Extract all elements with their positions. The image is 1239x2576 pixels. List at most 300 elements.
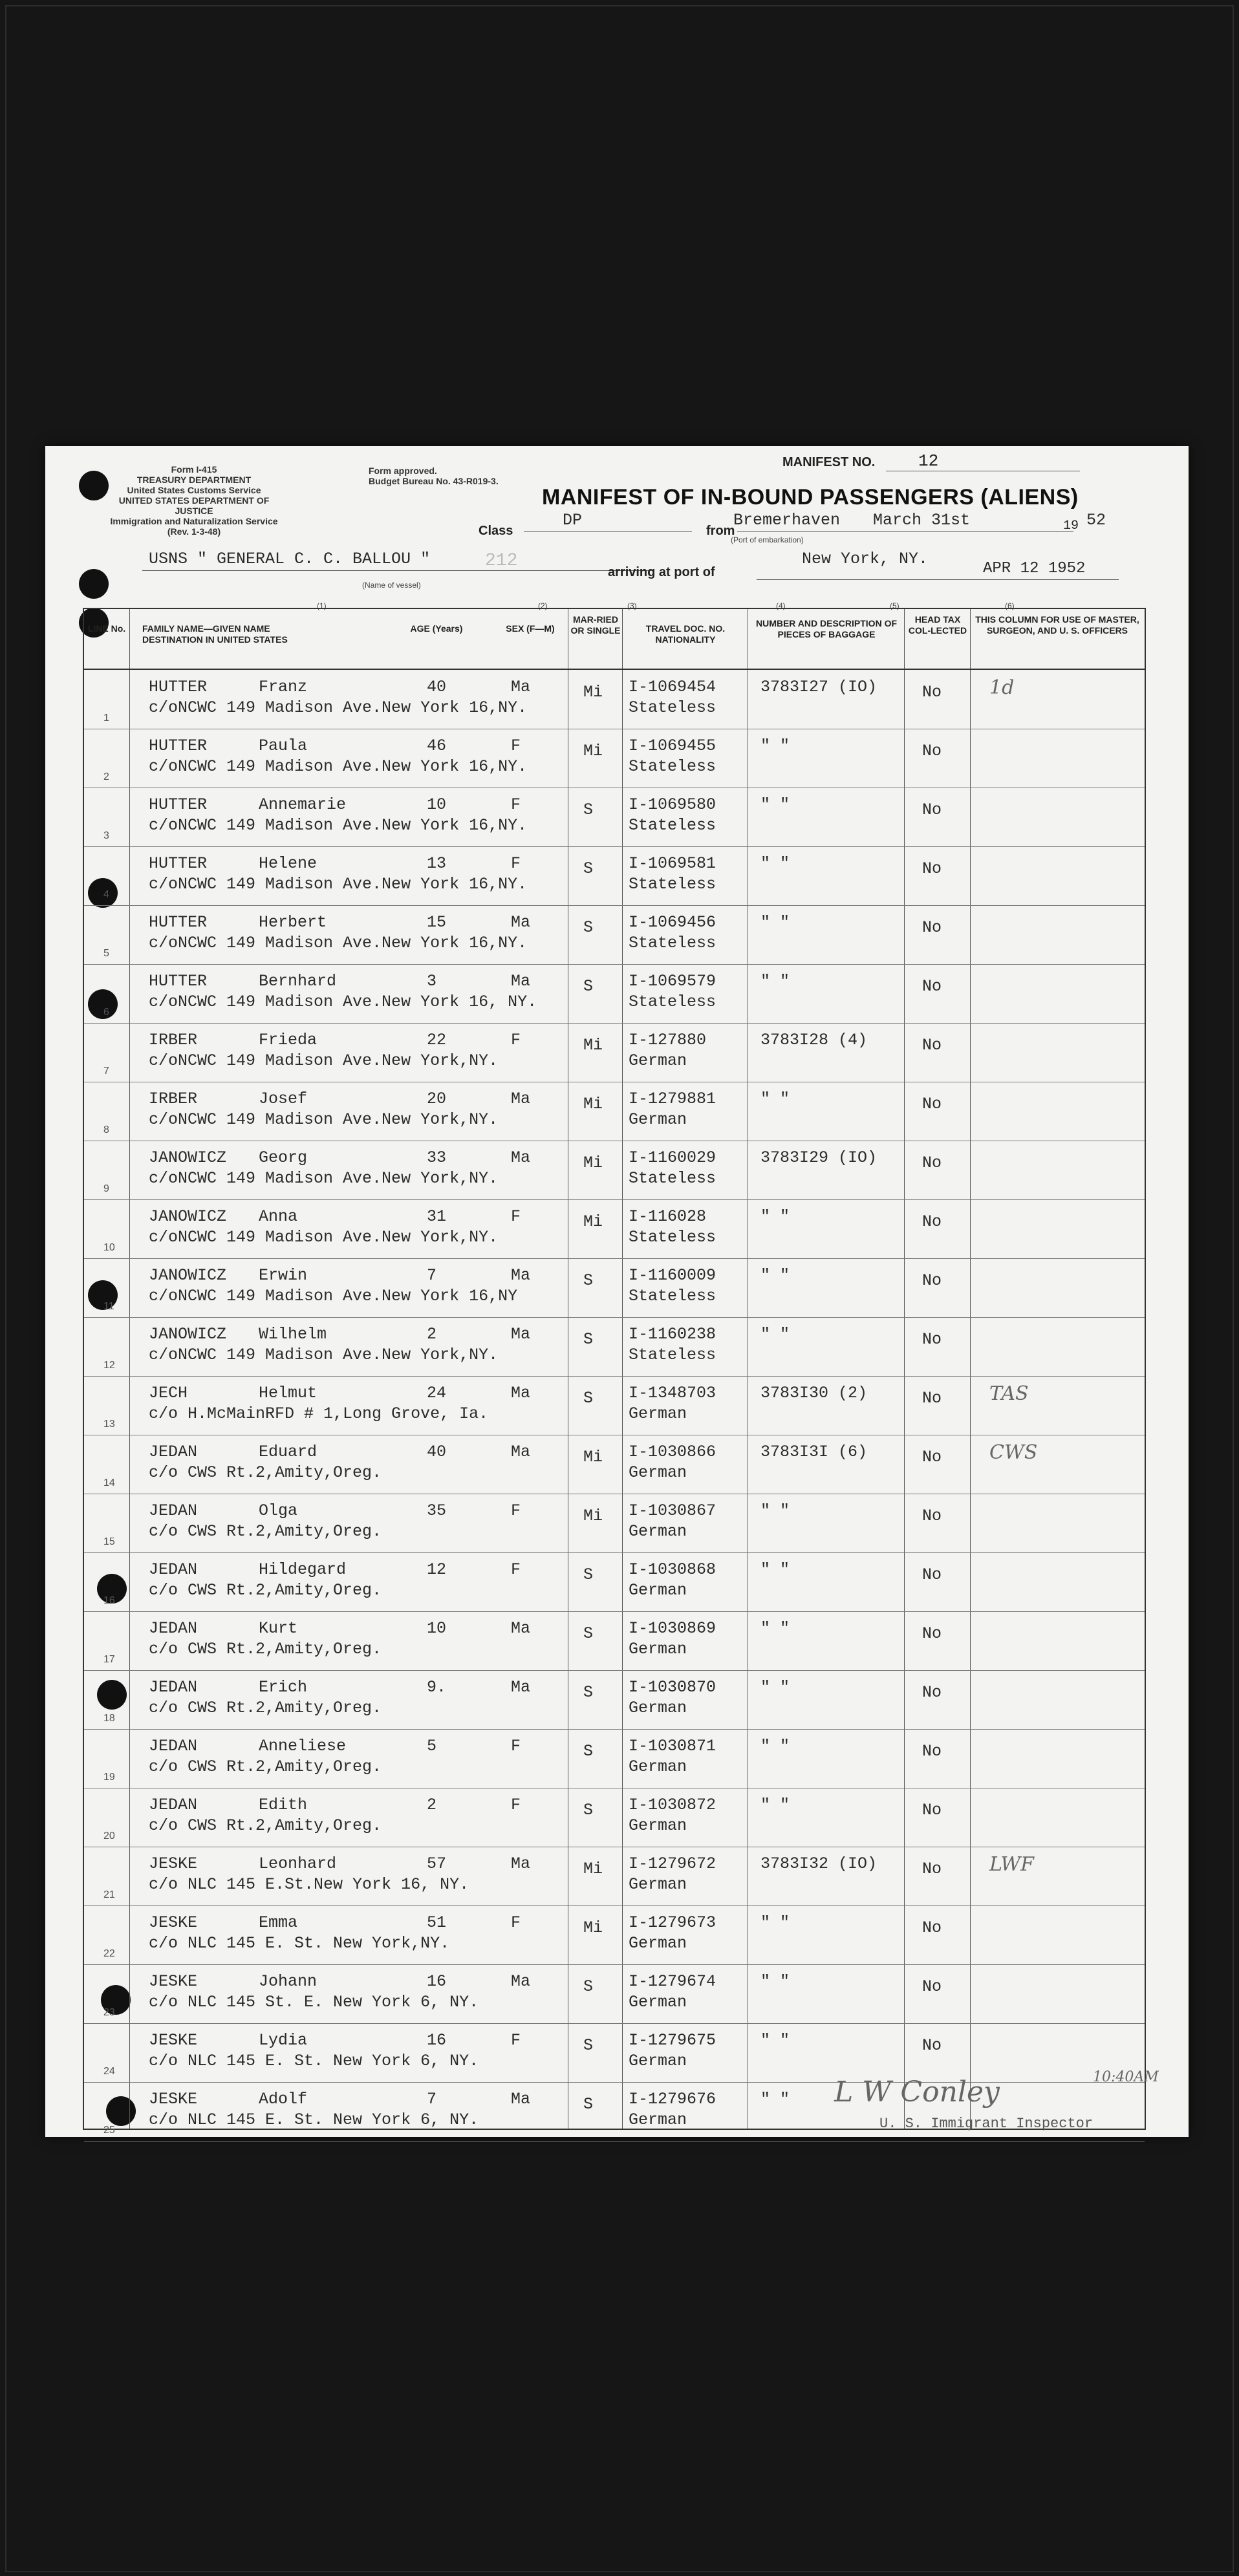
table-row xyxy=(84,905,1145,965)
form-number: Form I-415 xyxy=(171,464,217,475)
punch-hole xyxy=(79,569,109,599)
age: 3 xyxy=(427,972,437,991)
baggage: " " xyxy=(760,1737,790,1755)
given-name: Olga xyxy=(259,1501,298,1520)
head-tax: No xyxy=(922,1977,942,1996)
family-name: JESKE xyxy=(149,2090,198,2109)
nationality: Stateless xyxy=(629,1287,716,1305)
sex: F xyxy=(511,736,521,755)
baggage: " " xyxy=(760,1678,790,1697)
table-row xyxy=(84,1317,1145,1377)
travel-doc-no: I-1030872 xyxy=(629,1796,716,1814)
col-baggage: NUMBER AND DESCRIPTION OF PIECES OF BAGGAGE xyxy=(755,618,898,639)
officer-note: TAS xyxy=(989,1382,1029,1405)
family-name: JESKE xyxy=(149,2031,198,2050)
head-tax: No xyxy=(922,800,942,819)
given-name: Anna xyxy=(259,1207,298,1226)
col-travel: TRAVEL DOC. NO. NATIONALITY xyxy=(645,623,726,645)
passenger-table xyxy=(83,608,1146,2136)
travel-doc-no: I-1069579 xyxy=(629,972,716,991)
sex: Ma xyxy=(511,1972,531,1991)
table-row xyxy=(84,1199,1145,1259)
head-tax: No xyxy=(922,1271,942,1290)
given-name: Leonhard xyxy=(259,1854,337,1873)
sex: F xyxy=(511,1501,521,1520)
given-name: Helene xyxy=(259,854,318,873)
baggage: " " xyxy=(760,2031,790,2050)
baggage: " " xyxy=(760,1325,790,1344)
nationality: German xyxy=(629,1757,687,1776)
col-sex: SEX (F—M) xyxy=(506,623,555,634)
class-value: DP xyxy=(563,511,583,530)
baggage: " " xyxy=(760,913,790,932)
marital-status: S xyxy=(583,977,594,996)
given-name: Adolf xyxy=(259,2090,308,2109)
family-name: IRBER xyxy=(149,1031,198,1049)
family-name: JESKE xyxy=(149,1972,198,1991)
given-name: Wilhelm xyxy=(259,1325,327,1344)
family-name: JEDAN xyxy=(149,1560,198,1579)
family-name: HUTTER xyxy=(149,736,208,755)
travel-doc-no: I-1279676 xyxy=(629,2090,716,2109)
marital-status: Mi xyxy=(583,1860,603,1878)
sex: F xyxy=(511,2031,521,2050)
head-tax: No xyxy=(922,1801,942,1819)
nationality: German xyxy=(629,1522,687,1541)
family-name: JEDAN xyxy=(149,1796,198,1814)
family-name: HUTTER xyxy=(149,678,208,696)
nationality: Stateless xyxy=(629,875,716,894)
table-row xyxy=(84,1023,1145,1082)
marital-status: Mi xyxy=(583,1507,603,1525)
col-headtax: HEAD TAX COL-LECTED xyxy=(908,614,967,636)
nationality: Stateless xyxy=(629,816,716,835)
age: 40 xyxy=(427,678,447,696)
travel-doc-no: I-1069580 xyxy=(629,795,716,814)
family-name: HUTTER xyxy=(149,913,208,932)
travel-doc-no: I-1069456 xyxy=(629,913,716,932)
nationality: Stateless xyxy=(629,934,716,952)
given-name: Emma xyxy=(259,1913,298,1932)
line-number: 10 xyxy=(103,1242,115,1253)
age: 5 xyxy=(427,1737,437,1755)
marital-status: S xyxy=(583,1624,594,1643)
head-tax: No xyxy=(922,1742,942,1761)
line-number: 13 xyxy=(103,1419,115,1430)
marital-status: S xyxy=(583,859,594,878)
port-of-embarkation: Bremerhaven xyxy=(733,511,841,530)
line-number: 9 xyxy=(103,1183,109,1194)
given-name: Lydia xyxy=(259,2031,308,2050)
arrival-stamp: APR 12 1952 xyxy=(983,560,1086,577)
head-tax: No xyxy=(922,1624,942,1643)
embarkation-date: March 31st xyxy=(873,511,971,530)
sex: F xyxy=(511,1207,521,1226)
marital-status: Mi xyxy=(583,1095,603,1113)
age: 22 xyxy=(427,1031,447,1049)
marital-status: Mi xyxy=(583,1212,603,1231)
baggage: " " xyxy=(760,1266,790,1285)
table-row xyxy=(84,1435,1145,1494)
destination: c/oNCWC 149 Madison Ave.New York 16,NY. xyxy=(149,875,528,894)
baggage: " " xyxy=(760,736,790,755)
baggage: " " xyxy=(760,2090,790,2109)
destination: c/o NLC 145 E. St. New York 6, NY. xyxy=(149,2110,479,2129)
inspector-title: U. S. Immigrant Inspector xyxy=(879,2116,1094,2132)
sex: Ma xyxy=(511,1854,531,1873)
table-row xyxy=(84,670,1145,729)
destination: c/o NLC 145 E. St. New York 6, NY. xyxy=(149,2052,479,2070)
age: 2 xyxy=(427,1796,437,1814)
destination: c/oNCWC 149 Madison Ave.New York 16,NY. xyxy=(149,698,528,717)
baggage: " " xyxy=(760,1972,790,1991)
baggage: " " xyxy=(760,1501,790,1520)
baggage: " " xyxy=(760,1619,790,1638)
col-line: LINE No. xyxy=(87,623,126,634)
nationality: German xyxy=(629,1816,687,1835)
given-name: Paula xyxy=(259,736,308,755)
nationality: German xyxy=(629,1110,687,1129)
line-number: 7 xyxy=(103,1066,109,1077)
sex: Ma xyxy=(511,1384,531,1402)
given-name: Erwin xyxy=(259,1266,308,1285)
given-name: Herbert xyxy=(259,913,327,932)
head-tax: No xyxy=(922,742,942,760)
col-num-4: (4) xyxy=(776,601,786,610)
sex: Ma xyxy=(511,1443,531,1461)
table-row xyxy=(84,1494,1145,1553)
family-name: JEDAN xyxy=(149,1678,198,1697)
destination: c/oNCWC 149 Madison Ave.New York 16,NY xyxy=(149,1287,518,1305)
baggage: 3783I27 (IO) xyxy=(760,678,878,696)
age: 9. xyxy=(427,1678,447,1697)
head-tax: No xyxy=(922,918,942,937)
given-name: Annemarie xyxy=(259,795,347,814)
table-row xyxy=(84,1141,1145,1200)
table-row xyxy=(84,846,1145,906)
line-number: 16 xyxy=(103,1595,115,1606)
marital-status: S xyxy=(583,1330,594,1349)
given-name: Kurt xyxy=(259,1619,298,1638)
col-married: MAR-RIED OR SINGLE xyxy=(570,614,621,636)
sex: F xyxy=(511,795,521,814)
sex: Ma xyxy=(511,678,531,696)
destination: c/oNCWC 149 Madison Ave.New York,NY. xyxy=(149,1051,499,1070)
col-num-1: (1) xyxy=(317,601,327,610)
officer-note: LWF xyxy=(989,1853,1034,1876)
travel-doc-no: I-116028 xyxy=(629,1207,707,1226)
baggage: 3783I30 (2) xyxy=(760,1384,868,1402)
line-number: 15 xyxy=(103,1536,115,1547)
sex: F xyxy=(511,1796,521,1814)
nationality: German xyxy=(629,1051,687,1070)
budget-block xyxy=(369,466,499,486)
table-row xyxy=(84,1847,1145,1906)
family-name: IRBER xyxy=(149,1089,198,1108)
age: 2 xyxy=(427,1325,437,1344)
line-number: 25 xyxy=(103,2125,115,2136)
given-name: Frieda xyxy=(259,1031,318,1049)
punch-hole-top xyxy=(79,471,109,500)
destination: c/o CWS Rt.2,Amity,Oreg. xyxy=(149,1816,382,1835)
vessel-underline xyxy=(142,570,653,571)
family-name: HUTTER xyxy=(149,972,208,991)
table-row xyxy=(84,1788,1145,1847)
manifest-no-label: MANIFEST NO. xyxy=(782,455,876,469)
given-name: Josef xyxy=(259,1089,308,1108)
marital-status: Mi xyxy=(583,742,603,760)
destination: c/oNCWC 149 Madison Ave.New York 16,NY. xyxy=(149,816,528,835)
table-row xyxy=(84,1729,1145,1788)
sex: F xyxy=(511,1913,521,1932)
arriving-label: arriving at port of xyxy=(608,565,715,579)
destination: c/o H.McMainRFD # 1,Long Grove, Ia. xyxy=(149,1404,489,1423)
travel-doc-no: I-1030869 xyxy=(629,1619,716,1638)
treasury-dept: TREASURY DEPARTMENT xyxy=(136,475,252,485)
destination: c/o CWS Rt.2,Amity,Oreg. xyxy=(149,1757,382,1776)
travel-doc-no: I-1279673 xyxy=(629,1913,716,1932)
age: 31 xyxy=(427,1207,447,1226)
justice-dept: UNITED STATES DEPARTMENT OF JUSTICE xyxy=(118,495,270,516)
destination: c/oNCWC 149 Madison Ave.New York 16, NY. xyxy=(149,993,537,1011)
arrival-underline xyxy=(757,579,1119,580)
ins-service: Immigration and Naturalization Service xyxy=(110,516,278,526)
destination: c/oNCWC 149 Madison Ave.New York,NY. xyxy=(149,1346,499,1364)
marital-status: S xyxy=(583,1977,594,1996)
head-tax: No xyxy=(922,1212,942,1231)
nationality: German xyxy=(629,1875,687,1894)
col-num-2: (2) xyxy=(538,601,548,610)
officer-note: CWS xyxy=(989,1441,1038,1464)
table-row xyxy=(84,1964,1145,2024)
year: 52 xyxy=(1086,511,1106,530)
line-number: 11 xyxy=(103,1301,114,1312)
destination: c/o NLC 145 E. St. New York,NY. xyxy=(149,1934,450,1953)
given-name: Johann xyxy=(259,1972,318,1991)
age: 7 xyxy=(427,2090,437,2109)
year-prefix: 19 xyxy=(1063,519,1079,533)
nationality: German xyxy=(629,1640,687,1658)
head-tax: No xyxy=(922,1860,942,1878)
baggage: 3783I29 (IO) xyxy=(760,1148,878,1167)
nationality: German xyxy=(629,1404,687,1423)
destination: c/oNCWC 149 Madison Ave.New York,NY. xyxy=(149,1169,499,1188)
age: 7 xyxy=(427,1266,437,1285)
baggage: 3783I32 (IO) xyxy=(760,1854,878,1873)
age: 15 xyxy=(427,913,447,932)
line-number: 6 xyxy=(103,1007,109,1018)
travel-doc-no: I-1279675 xyxy=(629,2031,716,2050)
line-number: 3 xyxy=(103,830,109,841)
nationality: German xyxy=(629,1993,687,2012)
given-name: Helmut xyxy=(259,1384,318,1402)
table-row xyxy=(84,964,1145,1024)
age: 20 xyxy=(427,1089,447,1108)
table-row xyxy=(84,1552,1145,1612)
baggage: " " xyxy=(760,1089,790,1108)
head-tax: No xyxy=(922,859,942,878)
nationality: German xyxy=(629,1581,687,1600)
age: 10 xyxy=(427,795,447,814)
line-number: 14 xyxy=(103,1477,115,1488)
age: 33 xyxy=(427,1148,447,1167)
line-number: 21 xyxy=(103,1889,115,1900)
destination: c/o CWS Rt.2,Amity,Oreg. xyxy=(149,1640,382,1658)
family-name: JANOWICZ xyxy=(149,1207,227,1226)
col-num-3: (3) xyxy=(627,601,637,610)
manifest-page xyxy=(45,446,1189,2137)
head-tax: No xyxy=(922,1095,942,1113)
given-name: Edith xyxy=(259,1796,308,1814)
budget-bureau: Budget Bureau No. 43-R019-3. xyxy=(369,476,499,486)
marital-status: S xyxy=(583,1271,594,1290)
nationality: Stateless xyxy=(629,1346,716,1364)
family-name: JESKE xyxy=(149,1913,198,1932)
baggage: " " xyxy=(760,1207,790,1226)
line-number: 23 xyxy=(103,2007,115,2018)
line-number: 4 xyxy=(103,889,109,900)
nationality: German xyxy=(629,1699,687,1717)
age: 46 xyxy=(427,736,447,755)
baggage: " " xyxy=(760,854,790,873)
destination: c/oNCWC 149 Madison Ave.New York 16,NY. xyxy=(149,934,528,952)
col-age: AGE (Years) xyxy=(410,623,463,634)
sex: Ma xyxy=(511,2090,531,2109)
vessel-caption: (Name of vessel) xyxy=(362,581,421,590)
marital-status: S xyxy=(583,1389,594,1408)
line-number: 12 xyxy=(103,1360,115,1371)
head-tax: No xyxy=(922,1330,942,1349)
marital-status: S xyxy=(583,1801,594,1819)
travel-doc-no: I-1030870 xyxy=(629,1678,716,1697)
head-tax: No xyxy=(922,1448,942,1466)
col-name: FAMILY NAME—GIVEN NAME DESTINATION IN UNITED STATES xyxy=(142,623,288,645)
nationality: Stateless xyxy=(629,1228,716,1247)
form-title: MANIFEST OF IN-BOUND PASSENGERS (ALIENS) xyxy=(542,485,1079,510)
nationality: Stateless xyxy=(629,698,716,717)
baggage: " " xyxy=(760,795,790,814)
line-number: 24 xyxy=(103,2066,115,2077)
line-number: 22 xyxy=(103,1948,115,1959)
baggage: " " xyxy=(760,972,790,991)
given-name: Georg xyxy=(259,1148,308,1167)
line-number: 18 xyxy=(103,1713,115,1724)
marital-status: Mi xyxy=(583,1918,603,1937)
marital-status: Mi xyxy=(583,1036,603,1055)
sex: F xyxy=(511,1560,521,1579)
given-name: Anneliese xyxy=(259,1737,347,1755)
marital-status: S xyxy=(583,1683,594,1702)
sex: Ma xyxy=(511,972,531,991)
head-tax: No xyxy=(922,1389,942,1408)
marital-status: S xyxy=(583,1742,594,1761)
travel-doc-no: I-127880 xyxy=(629,1031,707,1049)
time-note: 10:40AM xyxy=(1093,2069,1159,2085)
sex: F xyxy=(511,854,521,873)
stamp-number: 212 xyxy=(485,551,518,571)
travel-doc-no: I-1279672 xyxy=(629,1854,716,1873)
sex: Ma xyxy=(511,1148,531,1167)
table-row xyxy=(84,1082,1145,1141)
head-tax: No xyxy=(922,1154,942,1172)
travel-doc-no: I-1030871 xyxy=(629,1737,716,1755)
destination: c/o NLC 145 St. E. New York 6, NY. xyxy=(149,1993,479,2012)
nationality: German xyxy=(629,2110,687,2129)
family-name: JEDAN xyxy=(149,1737,198,1755)
age: 35 xyxy=(427,1501,447,1520)
age: 16 xyxy=(427,2031,447,2050)
family-name: JEDAN xyxy=(149,1443,198,1461)
travel-doc-no: I-1279674 xyxy=(629,1972,716,1991)
travel-doc-no: I-1160029 xyxy=(629,1148,716,1167)
nationality: Stateless xyxy=(629,1169,716,1188)
form-approved: Form approved. xyxy=(369,466,437,476)
table-row xyxy=(84,788,1145,847)
destination: c/o CWS Rt.2,Amity,Oreg. xyxy=(149,1699,382,1717)
table-row xyxy=(84,1258,1145,1318)
table-row xyxy=(84,729,1145,788)
line-number: 1 xyxy=(103,713,109,724)
baggage: " " xyxy=(760,1560,790,1579)
given-name: Hildegard xyxy=(259,1560,347,1579)
line-number: 20 xyxy=(103,1830,115,1841)
table-row xyxy=(84,1611,1145,1671)
age: 12 xyxy=(427,1560,447,1579)
family-name: JEDAN xyxy=(149,1501,198,1520)
given-name: Franz xyxy=(259,678,308,696)
sex: F xyxy=(511,1737,521,1755)
family-name: JANOWICZ xyxy=(149,1148,227,1167)
head-tax: No xyxy=(922,1565,942,1584)
inspector-signature: L W Conley xyxy=(834,2076,1000,2109)
marital-status: Mi xyxy=(583,1448,603,1466)
age: 10 xyxy=(427,1619,447,1638)
from-label: from xyxy=(706,524,735,538)
table-row xyxy=(84,1376,1145,1435)
nationality: German xyxy=(629,1463,687,1482)
head-tax: No xyxy=(922,1036,942,1055)
age: 16 xyxy=(427,1972,447,1991)
travel-doc-no: I-1069581 xyxy=(629,854,716,873)
family-name: HUTTER xyxy=(149,854,208,873)
customs-service: United States Customs Service xyxy=(127,485,261,495)
destination: c/o CWS Rt.2,Amity,Oreg. xyxy=(149,1522,382,1541)
travel-doc-no: I-1069455 xyxy=(629,736,716,755)
destination: c/oNCWC 149 Madison Ave.New York 16,NY. xyxy=(149,757,528,776)
from-underline xyxy=(737,531,1073,532)
class-label: Class xyxy=(479,524,513,538)
marital-status: Mi xyxy=(583,683,603,702)
age: 40 xyxy=(427,1443,447,1461)
travel-doc-no: I-1030866 xyxy=(629,1443,716,1461)
age: 51 xyxy=(427,1913,447,1932)
sex: F xyxy=(511,1031,521,1049)
agency-block xyxy=(110,464,278,537)
col-officers: THIS COLUMN FOR USE OF MASTER, SURGEON, AND U. S. OFFICERS xyxy=(975,614,1139,636)
family-name: JANOWICZ xyxy=(149,1325,227,1344)
marital-status: S xyxy=(583,918,594,937)
destination: c/o NLC 145 E.St.New York 16, NY. xyxy=(149,1875,469,1894)
travel-doc-no: I-1069454 xyxy=(629,678,716,696)
sex: Ma xyxy=(511,1266,531,1285)
marital-status: S xyxy=(583,2036,594,2055)
nationality: Stateless xyxy=(629,993,716,1011)
destination: c/oNCWC 149 Madison Ave.New York,NY. xyxy=(149,1110,499,1129)
head-tax: No xyxy=(922,1683,942,1702)
table-row xyxy=(84,1670,1145,1730)
travel-doc-no: I-1160238 xyxy=(629,1325,716,1344)
marital-status: S xyxy=(583,1565,594,1584)
